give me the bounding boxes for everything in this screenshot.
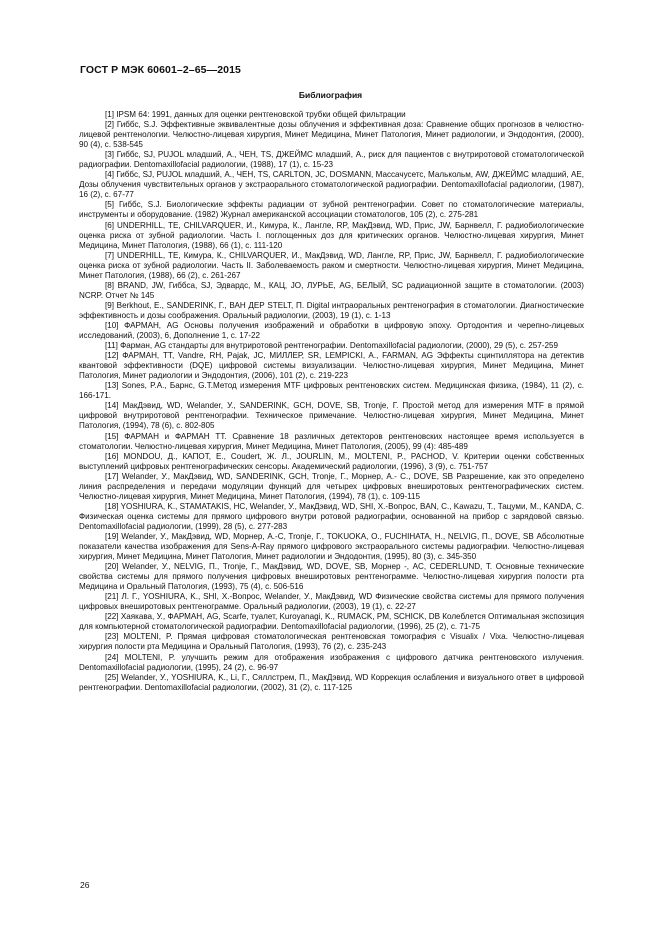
reference-item: [24] MOLTENI, P. улучшить режим для отображения изображения с цифрового датчика рентгеновского излучения. Dentomaxillofacial радиологии, (1995), 24 (2), с. 96-97 — [79, 652, 584, 672]
reference-item: [5] Гиббс, S.J. Биологические эффекты радиации от зубной рентгенографии. Совет по стоматологические материалы, инструменты и оборудование. (1982) Журнал американской ассоциации стоматологов, 105 (2), с. 275-281 — [79, 200, 584, 220]
reference-item: [4] Гиббс, SJ, PUJOL младший, А., ЧЕН, TS, CARLTON, JC, DOSMANN, Массачусетс, Малькольм, AW, ДЖЕЙМС младший, AE, Дозы облучения чувствительных органов у экстраорального стоматологической радиографии. Dentomaxillofacial радиологии, (1987), 16 (2), с. 67-77 — [79, 170, 584, 200]
reference-item: [2] Гиббс, S.J. Эффективные эквивалентные дозы облучения и эффективная доза: Сравнение общих прогнозов в челюстно-лицевой рентгенологии. Челюстно-лицевая хирургия, Минет Медицина, Минет Патология, Минет радиологии, и Эндодонтия, (2000), 90 (4), с. 538-545 — [79, 120, 584, 150]
reference-item: [7] UNDERHILL, TE, Кимура, К., CHILVARQUER, И., МакДэвид, WD, Лангле, RP, Прис, JW, Барнвелл, Г. радиобиологические оценка риска от зубной радиологии. Часть II. Заболеваемость раком и смертности. Челюстно-лицевая хирургия, Минет Медицина, Минет Патология, (1988), 66 (2), с. 261-267 — [79, 250, 584, 280]
reference-item: [10] ФАРМАН, AG Основы получения изображений и обработки в цифровую эпоху. Ортодонтия и черепно-лицевых исследований, (2003), 6, Дополнение 1, с. 17-22 — [79, 320, 584, 341]
reference-item: [14] МакДэвид, WD, Welander, У., SANDERINK, GCH, DOVE, SB, Tronje, Г. Простой метод для измерения MTF в прямой цифровой внутриротовой рентгенографии. Техническое примечание. Челюстно-лицевая хирургия, Минет Медицина, Минет Патология, (1994), 78 (6), с. 802-805 — [79, 401, 584, 431]
document-header: ГОСТ Р МЭК 60601–2–65—2015 — [80, 64, 241, 76]
reference-item: [23] MOLTENI, P. Прямая цифровая стоматологическая рентгеновская томография с Visualix / Vixa. Челюстно-лицевая хирургия полости рта Медицина и Оральный Патология, (1993), 76 (2), с. 235-243 — [79, 632, 584, 652]
reference-item: [16] MONDOU, Д., КАПОТ, Е., Coudert, Ж. Л., JOURLIN, M., MOLTENI, P., PACHOD, V. Критерии оценки собственных выступлений цифровых рентгенографических сенсоры. Академический радиологии, (1996), 3 (9), с. 751-757 — [79, 451, 584, 471]
reference-list — [79, 110, 584, 693]
reference-item: [25] Welander, У., YOSHIURA, K., Li, Г., Сяллстрем, П., МакДэвид, WD Коррекция ослабления и визуального ответ в цифровой рентгенографии. Dentomaxillofacial радиологии, (2002), 31 (2), с. 117-125 — [79, 672, 584, 692]
reference-item: [20] Welander, У., NELVIG, П., Tronje, Г., МакДэвид, WD, DOVE, SB, Морнер -, AC, CEDERLUND, Т. Основные технические свойства системы для прямого получения цифровых внеширотовых рентгенограмме. Челюстно-лицевая хирургия полости рта Медицина и Оральный Патология, (1993), 75 (4), с. 506-516 — [79, 562, 584, 592]
reference-item: [22] Хаякава, У., ФАРМАН, AG, Scarfe, туалет, Kuroyanagi, K., RUMACK, PM, SCHICK, DB Колеблется Оптимальная экспозиция для компьютерной стоматологической радиографии. Dentomaxillofacial радиологии, (1996), 25 (2), с. 71-75 — [79, 612, 584, 632]
reference-item: [1] IPSM 64: 1991, данных для оценки рентгеновской трубки общей фильтрации — [105, 110, 406, 119]
reference-item: [12] ФАРМАН, TT, Vandre, RH, Pajak, JC, МИЛЛЕР, SR, LEMPICKI, A., FARMAN, AG Эффекты сцинтиллятора на детектив квантовой эффективности (DQE) цифровой системы визуализации. Челюстно-лицевая хирургия, Минет Медицина, Минет Патология, Минет радиологии и Эндодонтия, (2006), 101 (2), с. 219-223 — [79, 351, 584, 381]
page-number: 26 — [80, 880, 90, 890]
reference-item: [13] Sones, P.A., Барнс, G.T.Метод измерения MTF цифровых рентгеновских систем. Медицинская физика, (1984), 11 (2), с. 166-171. — [79, 381, 584, 401]
reference-item: [8] BRAND, JW, Гиббса, SJ, Эдвардс, М., КАЦ, JO, ЛУРЬЕ, AG, БЕЛЫЙ, SC радиационной защите в стоматологии. (2003) NCRP. Отчет № 145 — [79, 280, 584, 300]
reference-item: [15] ФАРМАН и ФАРМАН TT. Сравнение 18 различных детекторов рентгеновских настоящее время используется в стоматологии. Челюстно-лицевая хирургия, Минет Медицина, Минет Патология, (2005), 99 (4): 485-489 — [79, 431, 584, 451]
reference-item: [17] Welander, У., МакДэвид, WD, SANDERINK, GCH, Tronje, Г., Морнер, A.- C., DOVE, SB Разрешение, как это определено линия распределения и передачи модуляции функций для четырех цифровых внеширотовых рентгенографических систем. Челюстно-лицевая хирургия, Минет Медицина, Минет Патология, (1994), 78 (1), с. 109-115 — [79, 471, 584, 501]
reference-item: [6] UNDERHILL, TE, CHILVARQUER, И., Кимура, К., Лангле, RP, МакДэвид, WD, Прис, JW, Барнвелл, Г. радиобиологические оценка риска от зубной радиологии. Часть I. поглощенных доз для критических органов. Челюстно-лицевая хирургия, Минет Медицина, Минет Патология, (1988), 66 (1), с. 111-120 — [79, 220, 584, 250]
bibliography-title: Библиография — [298, 90, 363, 100]
reference-item: [18] YOSHIURA, K., STAMATAKIS, HC, Welander, У., МакДэвид, WD, SHI, X.-Вопрос, BAN, C., Kawazu, T., Тацуми, M., KANDA, C. Физическая оценка системы для прямого цифрового внутри ротовой радиографии, основанной на прибор с зарядовой связью. Dentomaxillofacial радиологии, (1999), 28 (5), с. 277-283 — [79, 501, 584, 531]
reference-item: [3] Гиббс, SJ, PUJOL младший, А., ЧЕН, TS, ДЖЕЙМС младший, А., риск для пациентов с внутриротовой стоматологической радиографии. Dentomaxillofacial радиологии, (1988), 17 (1), с. 15-23 — [79, 150, 584, 170]
reference-item: [21] Л. Г., YOSHIURA, K., SHI, X.-Вопрос, Welander, У., МакДэвид, WD Физические свойства системы для прямого получения цифровых внеширотовых рентгенограмме. Оральный радиологии, (2003), 19 (1), с. 22-27 — [79, 592, 584, 612]
reference-item: [19] Welander, У., МакДэвид, WD, Морнер, A.-C, Tronje, Г., TOKUOKA, O., FUCHIHATA, H., NELVIG, П., DOVE, SB Абсолютные показатели качества изображения для Sens-A-Ray прямого цифрового экстраорального системы радиографии. Челюстно-лицевая хирургия, Минет Медицина, Минет Патология, Минет радиологии и Эндодонтия, (1995), 80 (3), с. 345-350 — [79, 531, 584, 562]
reference-item: [11] Фарман, AG стандарты для внутриротовой рентгенографии. Dentomaxillofacial радиологии, (2000), 29 (5), с. 257-259 — [105, 341, 558, 351]
reference-item: [9] Berkhout, E., SANDERINK, Г., ВАН ДЕР STELT, П. Digital интраоральных рентгенография в стоматологии. Диагностические эффективность и дозы соображения. Оральный радиологии, (2003), 19 (1), с. 1-13 — [79, 300, 584, 320]
